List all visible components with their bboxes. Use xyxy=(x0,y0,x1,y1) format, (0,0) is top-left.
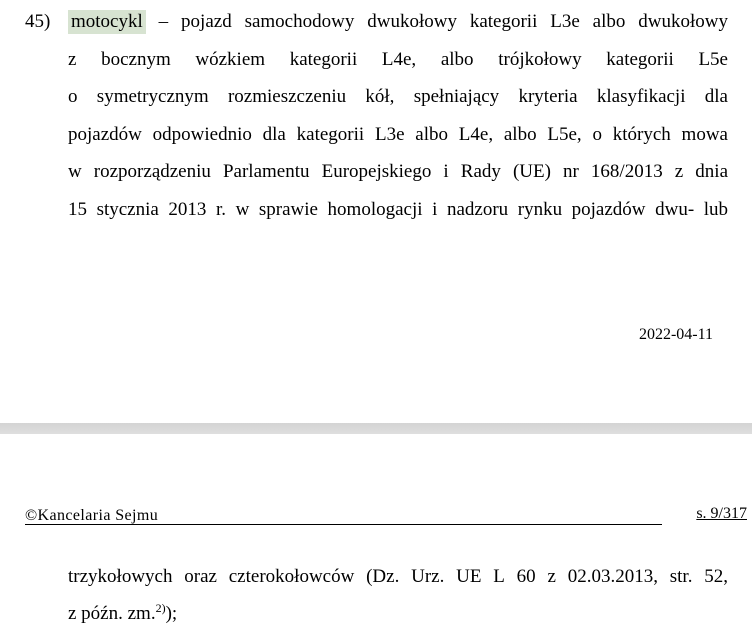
continuation-line-2-text: z późn. zm. xyxy=(68,603,156,624)
footer-copyright: ©Kancelaria Sejmu xyxy=(25,507,159,524)
item-text-line-4: pojazdów odpowiednio dla kategorii L3e albo L4e, albo L5e, o których mowa xyxy=(68,123,728,145)
revision-date-stamp: 2022-04-11 xyxy=(638,326,713,343)
item-text-line-1 xyxy=(68,3,728,41)
footer-page-number: s. 9/317 xyxy=(696,505,747,522)
continuation-line-2-end: ); xyxy=(165,603,178,624)
footnote-reference: 2) xyxy=(155,601,166,615)
item-text-line-5: w rozporządzeniu Parlamentu Europejskiego i Rady (UE) nr 168/2013 z dnia xyxy=(68,161,728,182)
item-text-line-2: z bocznym wózkiem kategorii L4e, albo trójkołowy kategorii L5e xyxy=(68,48,728,70)
list-item-45-body xyxy=(68,3,728,228)
continuation-line-2 xyxy=(68,595,728,629)
continuation-paragraph xyxy=(68,558,728,629)
footer-rule-line xyxy=(25,524,662,525)
item-text-line-3: o symetrycznym rozmieszczeniu kół, spełniający kryteria klasyfikacji dla xyxy=(68,86,728,107)
continuation-line-1: trzykołowych oraz czterokołowców (Dz. Urz. UE L 60 z 02.03.2013, str. 52, xyxy=(68,566,728,587)
list-item-number: 45) xyxy=(25,11,51,32)
page-break-separator xyxy=(0,423,752,434)
item-text-line-1-rest: – pojazd samochodowy dwukołowy kategorii L3e albo dwukołowy xyxy=(145,11,728,32)
item-text-line-6: 15 stycznia 2013 r. w sprawie homologacji i nadzoru rynku pojazdów dwu- lub xyxy=(68,198,728,220)
highlighted-term: motocykl xyxy=(68,10,146,34)
